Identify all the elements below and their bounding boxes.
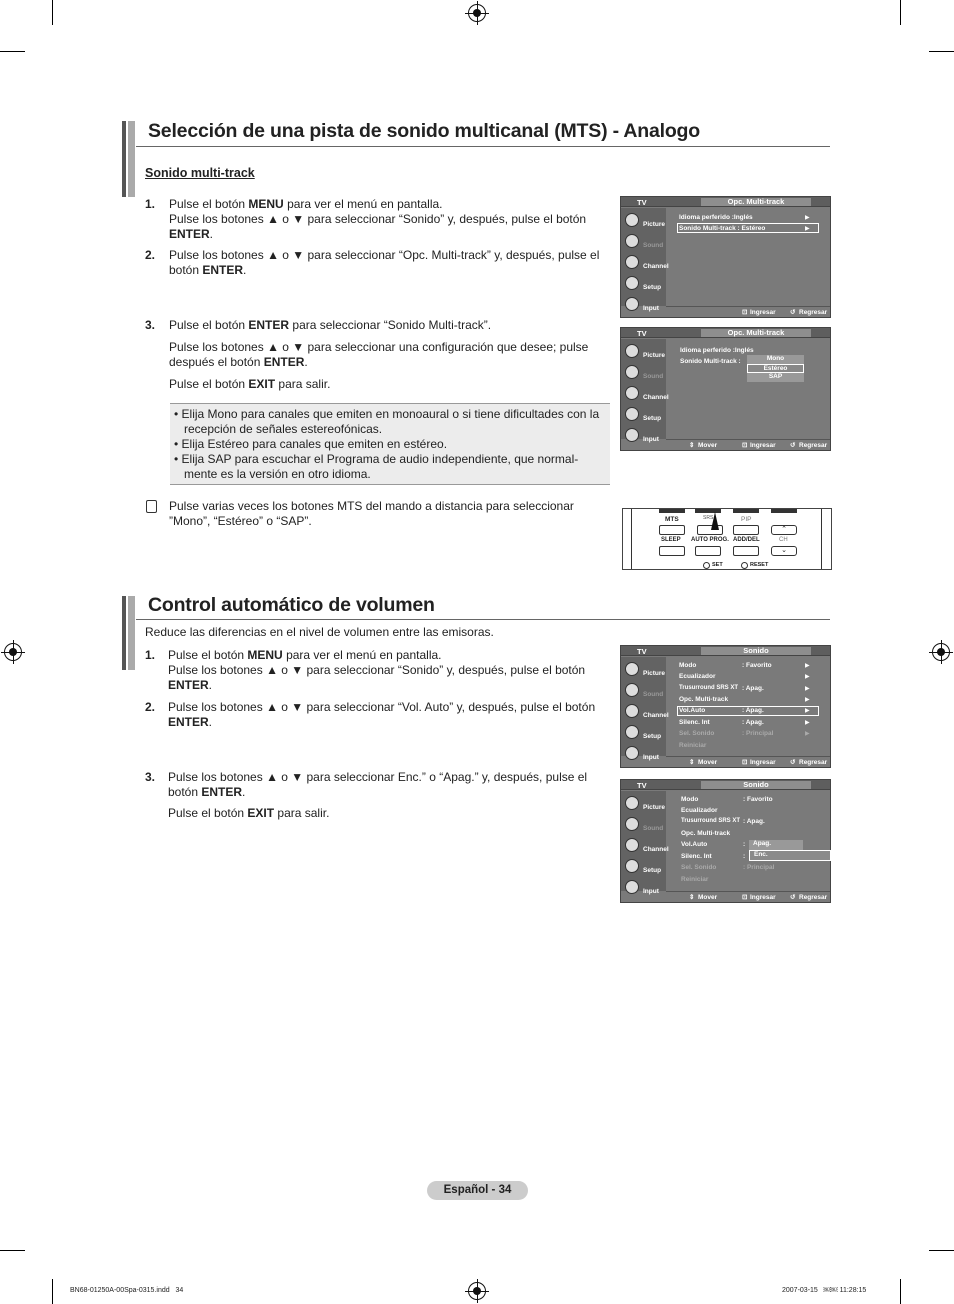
text: Regresar xyxy=(799,894,828,901)
text: Ingresar xyxy=(750,442,776,449)
arrow-right-icon: ▶ xyxy=(805,663,810,669)
note-line: recepción de señales estereofónicas. xyxy=(184,422,383,436)
picture-icon xyxy=(625,344,639,358)
pip-label: PIP xyxy=(741,516,752,523)
arrow-right-icon: ▶ xyxy=(805,697,810,703)
note-line: mente es la versión en otro idioma. xyxy=(184,467,371,481)
menu-row-value: : xyxy=(743,841,746,848)
step-number: 3. xyxy=(145,770,156,784)
menu-row-label: Opc. Multi-track xyxy=(679,696,729,703)
sound-icon xyxy=(625,365,639,379)
sidebar-label: Input xyxy=(643,436,659,443)
crop-mark xyxy=(0,1250,25,1251)
sidebar-label: Setup xyxy=(643,867,662,874)
picture-icon xyxy=(625,213,639,227)
sidebar-label: Picture xyxy=(643,804,666,811)
dropdown-option[interactable]: Mono xyxy=(747,355,804,364)
sidebar-item-picture xyxy=(623,213,665,233)
sidebar-item-input xyxy=(623,746,665,766)
menu-row-label: Sel. Sonido xyxy=(681,864,717,871)
input-icon xyxy=(625,746,639,760)
text: Ingresar xyxy=(750,309,776,316)
text: ENTER xyxy=(202,263,244,277)
sidebar-label: Picture xyxy=(643,221,666,228)
menu-footer xyxy=(666,306,830,317)
text: después el botón xyxy=(169,355,264,369)
sidebar-item-input xyxy=(623,297,665,317)
arrow-right-icon: ▶ xyxy=(805,708,810,714)
sidebar-item-sound xyxy=(623,234,665,254)
setup-icon xyxy=(625,725,639,739)
crop-mark xyxy=(929,1250,954,1251)
text: MENU xyxy=(247,648,283,662)
menu-footer xyxy=(666,756,830,767)
menu-row-label: Ecualizador xyxy=(679,673,716,680)
tv-label: TV xyxy=(637,329,647,338)
text: Ingresar xyxy=(750,894,776,901)
channel-icon xyxy=(625,386,639,400)
sidebar-item-channel xyxy=(623,838,669,858)
menu-row-label: Trusurround SRS XT xyxy=(681,818,741,824)
menu-row-value: : Apag. xyxy=(742,719,764,726)
text: Pulse varias veces los botones MTS del mando a distancia para seleccionar xyxy=(169,499,574,513)
text: MENU xyxy=(248,197,284,211)
sidebar-item-picture xyxy=(623,662,665,682)
text: Pulse el botón xyxy=(169,318,249,332)
dropdown-option[interactable]: Apag. xyxy=(749,840,803,850)
text: para salir. xyxy=(275,377,331,391)
crop-mark xyxy=(929,51,954,52)
text: Regresar xyxy=(799,759,828,766)
sidebar-item-sound xyxy=(623,817,665,837)
sidebar-label: Setup xyxy=(643,284,662,291)
return-icon: ↺ xyxy=(790,442,796,449)
ch-down-button[interactable]: ⌄ xyxy=(771,546,797,556)
menu-row-label: Reiniciar xyxy=(679,742,707,749)
sidebar-item-sound xyxy=(623,365,665,385)
menu-row-label: Modo xyxy=(679,662,697,669)
sidebar-label: Sound xyxy=(643,691,664,698)
remote-illustration xyxy=(622,508,832,570)
sound-icon xyxy=(625,234,639,248)
text: para salir. xyxy=(274,806,330,820)
menu-row-label: Silenc. Int xyxy=(679,719,710,726)
menu-row-label: Opc. Multi-track xyxy=(681,830,731,837)
sidebar-item-setup xyxy=(623,859,665,879)
step-text: Pulse los botones ▲ o ▼ para seleccionar una configuración que desee; pulse después el botón ENTER. xyxy=(169,340,589,369)
input-icon xyxy=(625,297,639,311)
menu-row: Idioma perferido :Inglés xyxy=(680,347,754,354)
date-slug: 2007-03-15 ￼￼ 11:28:15 xyxy=(782,1287,867,1294)
return-icon: ↺ xyxy=(790,759,796,766)
tv-menu-screen xyxy=(620,779,831,903)
move-icon: ⇕ xyxy=(689,759,695,766)
tv-menu-screen xyxy=(620,645,831,768)
note-line: • Elija Estéreo para canales que emiten en estéreo. xyxy=(174,437,448,451)
pip-button[interactable] xyxy=(733,525,759,535)
step-text xyxy=(169,377,609,392)
setup-icon xyxy=(625,859,639,873)
text: ENTER xyxy=(168,678,209,692)
sidebar-label: Picture xyxy=(643,670,666,677)
menu-row: Sonido Multi-track : xyxy=(680,358,741,365)
arrow-right-icon: ▶ xyxy=(805,686,810,692)
divider xyxy=(136,146,830,147)
sidebar-label: Picture xyxy=(643,352,666,359)
input-icon xyxy=(625,428,639,442)
sidebar-label: Setup xyxy=(643,733,662,740)
channel-icon xyxy=(625,255,639,269)
arrow-right-icon: ▶ xyxy=(805,720,810,726)
sidebar-label: Sound xyxy=(643,373,664,380)
crop-mark xyxy=(0,51,25,52)
sidebar-label: Input xyxy=(643,754,659,761)
enter-icon: ⊡ xyxy=(742,894,748,901)
note-line: • Elija SAP para escuchar el Programa de audio independiente, que normal- xyxy=(174,452,579,466)
ch-label: CH xyxy=(779,537,788,543)
text: ENTER xyxy=(248,318,290,332)
text: Pulse los botones ▲ o ▼ para seleccionar “Opc. Multi-track” y, después, pulse el xyxy=(169,248,600,262)
menu-row-label: Modo xyxy=(681,796,699,803)
enter-icon: ⊡ xyxy=(742,759,748,766)
menu-row-value: : Apag. xyxy=(743,818,765,825)
sound-icon xyxy=(625,817,639,831)
step-text: Pulse el botón MENU para ver el menú en pantalla. Pulse los botones ▲ o ▼ para seleccionar “Sonido” y, después, pulse el botón ENTER. xyxy=(169,197,587,241)
registration-mark-icon xyxy=(468,1282,486,1300)
sidebar-label: Channel xyxy=(643,846,669,853)
reset-button[interactable] xyxy=(741,562,748,569)
tv-menu-screen xyxy=(620,196,831,318)
text: ENTER xyxy=(169,227,210,241)
sidebar-item-setup xyxy=(623,276,665,296)
picture-icon xyxy=(625,662,639,676)
arrow-right-icon: ▶ xyxy=(805,731,810,737)
menu-title: Opc. Multi-track xyxy=(701,329,811,337)
menu-row-label: Vol.Auto xyxy=(681,841,708,848)
step-text: Pulse los botones ▲ o ▼ para seleccionar Enc.” o “Apag.” y, después, pulse el botón ENTER. xyxy=(168,770,588,799)
setup-icon xyxy=(625,407,639,421)
sidebar-label: Input xyxy=(643,888,659,895)
arrow-right-icon: ▶ xyxy=(805,674,810,680)
menu-row-value: : Principal xyxy=(742,730,774,737)
text: Pulse los botones ▲ o ▼ para seleccionar “Vol. Auto” y, después, pulse el botón xyxy=(168,700,596,714)
menu-footer xyxy=(666,439,830,450)
sidebar-item-channel xyxy=(623,255,669,275)
crop-mark xyxy=(900,1279,901,1304)
tv-label: TV xyxy=(637,647,647,656)
enter-icon: ⊡ xyxy=(742,442,748,449)
sidebar-label: Channel xyxy=(643,712,669,719)
menu-row: Sonido Multi-track : Estéreo xyxy=(679,225,766,232)
step-text xyxy=(168,806,608,821)
step-text: Pulse los botones ▲ o ▼ para seleccionar “Vol. Auto” y, después, pulse el botón ENTER. xyxy=(168,700,596,729)
text: Regresar xyxy=(799,309,828,316)
step-number: 2. xyxy=(145,248,156,262)
text: Pulse los botones ▲ o ▼ para seleccionar una configuración que desee; pulse xyxy=(169,340,589,354)
text: Regresar xyxy=(799,442,828,449)
sound-icon xyxy=(625,683,639,697)
sidebar-item-picture xyxy=(623,796,665,816)
menu-row-label: Vol.Auto xyxy=(679,707,706,714)
dropdown-option[interactable]: Estéreo xyxy=(747,364,804,373)
return-icon: ↺ xyxy=(790,894,796,901)
text: Mover xyxy=(698,894,718,901)
reset-label: RESET xyxy=(750,562,769,568)
move-icon: ⇕ xyxy=(689,442,695,449)
text: Pulse el botón xyxy=(169,377,249,391)
mts-label: MTS xyxy=(665,516,679,523)
set-label: SET xyxy=(712,562,723,568)
sidebar-label: Setup xyxy=(643,415,662,422)
text: EXIT xyxy=(248,377,276,391)
menu-row: Idioma perferido :Inglés xyxy=(679,214,753,221)
text: botón xyxy=(169,263,203,277)
step-number: 3. xyxy=(145,318,156,332)
sidebar-label: Channel xyxy=(643,263,669,270)
text: botón xyxy=(168,785,202,799)
menu-title: Sonido xyxy=(701,781,811,789)
sidebar-label: Sound xyxy=(643,242,664,249)
sleep-button[interactable] xyxy=(659,546,685,556)
step-text xyxy=(169,318,609,333)
sidebar-item-input xyxy=(623,880,665,900)
text: EXIT xyxy=(247,806,275,820)
text: ENTER xyxy=(201,785,243,799)
sidebar-label: Channel xyxy=(643,394,669,401)
menu-title: Opc. Multi-track xyxy=(701,198,811,206)
menu-row-value: : Favorito xyxy=(743,796,773,803)
text: Mover xyxy=(698,442,718,449)
arrow-right-icon: ▶ xyxy=(805,226,810,232)
menu-row-value: : Principal xyxy=(743,864,775,871)
registration-mark-icon xyxy=(468,4,486,22)
divider xyxy=(136,619,830,620)
tv-label: TV xyxy=(637,198,647,207)
step-text: Pulse el botón MENU para ver el menú en pantalla. Pulse los botones ▲ o ▼ para seleccionar “Sonido” y, después, pulse el botón ENTER. xyxy=(168,648,586,692)
sidebar-item-channel xyxy=(623,386,669,406)
note-line: • Elija Mono para canales que emiten en monoaural o si tiene dificultades con la xyxy=(174,407,600,421)
setup-icon xyxy=(625,276,639,290)
menu-row-label: Sel. Sonido xyxy=(679,730,715,737)
registration-mark-icon xyxy=(932,643,950,661)
text: Pulse los botones ▲ o ▼ para seleccionar “Sonido” y, después, pulse el botón xyxy=(168,663,586,677)
text: para ver el menú en pantalla. xyxy=(283,197,443,211)
menu-row-label: Reiniciar xyxy=(681,876,709,883)
tv-label: TV xyxy=(637,781,647,790)
crop-mark xyxy=(900,0,901,25)
text: Ingresar xyxy=(750,759,776,766)
sidebar-item-input xyxy=(623,428,665,448)
auto-prog-button[interactable] xyxy=(695,546,721,556)
input-icon xyxy=(625,880,639,894)
text: ENTER xyxy=(168,715,209,729)
picture-icon xyxy=(625,796,639,810)
menu-footer xyxy=(666,891,830,902)
move-icon: ⇕ xyxy=(689,894,695,901)
subsection-title: Sonido multi-track xyxy=(145,166,255,180)
menu-row-label: Ecualizador xyxy=(681,807,718,814)
sidebar-item-setup xyxy=(623,725,665,745)
menu-row-label: Trusurround SRS XT xyxy=(679,685,739,691)
sidebar-label: Input xyxy=(643,305,659,312)
sidebar-label: Sound xyxy=(643,825,664,832)
set-button[interactable] xyxy=(703,562,710,569)
dropdown-option[interactable]: Enc. xyxy=(749,850,831,861)
page-number-badge: Español - 34 xyxy=(427,1181,528,1200)
text: ENTER xyxy=(263,355,305,369)
menu-row-value: : Favorito xyxy=(742,662,772,669)
text: Pulse el botón xyxy=(169,197,249,211)
sidebar-item-setup xyxy=(623,407,665,427)
menu-row-value: : Apag. xyxy=(742,685,764,692)
text: Pulse los botones ▲ o ▼ para seleccionar “Sonido” y, después, pulse el botón xyxy=(169,212,587,226)
menu-title: Sonido xyxy=(701,647,811,655)
auto-prog-label: AUTO PROG. xyxy=(691,537,729,543)
sidebar-item-sound xyxy=(623,683,665,703)
arrow-right-icon: ▶ xyxy=(805,215,810,221)
enter-icon: ⊡ xyxy=(742,309,748,316)
sidebar-item-channel xyxy=(623,704,669,724)
file-slug: BN68-01250A-00Spa-0315.indd 34 xyxy=(70,1287,184,1294)
add-del-button[interactable] xyxy=(733,546,759,556)
menu-row-label: Silenc. Int xyxy=(681,853,712,860)
text: Mover xyxy=(698,759,718,766)
text: para ver el menú en pantalla. xyxy=(282,648,442,662)
crop-mark xyxy=(52,0,53,25)
add-del-label: ADD/DEL xyxy=(733,537,760,543)
intro-text: Reduce las diferencias en el nivel de volumen entre las emisoras. xyxy=(145,625,494,639)
text: Pulse el botón xyxy=(168,648,248,662)
ch-up-button[interactable]: ⌃ xyxy=(771,525,797,535)
return-icon: ↺ xyxy=(790,309,796,316)
section-bar xyxy=(122,596,135,670)
crop-mark xyxy=(52,1279,53,1304)
srs-button[interactable] xyxy=(697,525,723,535)
text: para seleccionar “Sonido Multi-track”. xyxy=(289,318,492,332)
section-title: Selección de una pista de sonido multicanal (MTS) - Analogo xyxy=(148,120,700,142)
step-number: 1. xyxy=(145,648,156,662)
menu-row-value: : xyxy=(743,853,746,860)
section-title: Control automático de volumen xyxy=(148,594,435,616)
sidebar-item-picture xyxy=(623,344,665,364)
step-number: 1. xyxy=(145,197,156,211)
sleep-label: SLEEP xyxy=(661,537,681,543)
step-number: 2. xyxy=(145,700,156,714)
channel-icon xyxy=(625,704,639,718)
tv-menu-screen xyxy=(620,327,831,451)
step-text: Pulse los botones ▲ o ▼ para seleccionar “Opc. Multi-track” y, después, pulse el botón ENTER. xyxy=(169,248,600,277)
text: ”Mono”, “Estéreo” o “SAP”. xyxy=(169,514,312,528)
menu-row-value: : Apag. xyxy=(742,707,764,714)
channel-icon xyxy=(625,838,639,852)
registration-mark-icon xyxy=(4,643,22,661)
section-bar xyxy=(122,121,135,197)
srs-label: SRS xyxy=(703,515,714,521)
text: Pulse el botón xyxy=(168,806,248,820)
tip-text xyxy=(169,499,609,529)
text: Pulse los botones ▲ o ▼ para seleccionar Enc.” o “Apag.” y, después, pulse el xyxy=(168,770,588,784)
mts-button[interactable] xyxy=(659,525,685,535)
pointer-hand-icon xyxy=(711,512,719,530)
remote-hand-icon xyxy=(146,500,157,513)
dropdown-option[interactable]: SAP xyxy=(747,373,804,382)
